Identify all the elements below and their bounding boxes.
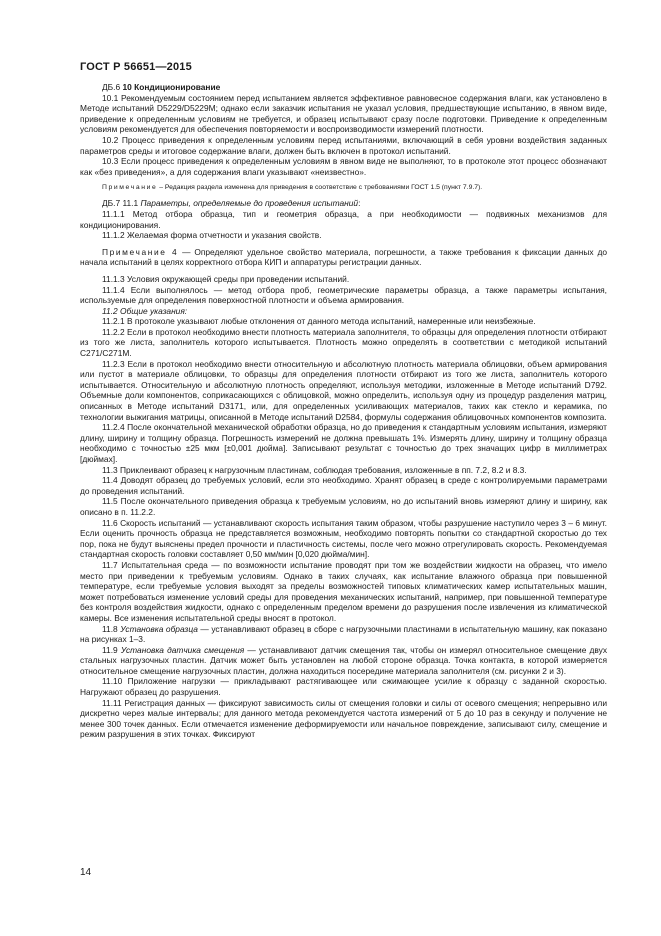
para-11-2-2: 11.2.2 Если в протокол необходимо внести плотность материала заполнителя, то образцы для определения плотности отбирают из того же листа, заполнитель которого испытывается. Плотность можно определять в соответствии с методикой испытаний C271/C271M. — [80, 326, 607, 359]
para-11-2-1: 11.2.1 В протоколе указывают любые отклонения от данного метода испытаний, намеренные или неизбежные. — [102, 316, 536, 327]
note-editorial-text: – Редакция раздела изменена для приведения в соответствие с требованиями ГОСТ 1.5 (пункт 7.9.7). — [157, 184, 483, 192]
para-11-4: 11.4 Доводят образец до требуемых условий, если это необходимо. Хранят образец в среде с контролируемыми параметрами до проведения испытаний. — [80, 475, 607, 496]
para-10-1: 10.1 Рекомендуемым состоянием перед испытанием является эффективное равновесное содержания влаги, как установлено в Методе испытаний D5229/D5229M; однако если заказчик испытания не указал условия, предшествующие испытанию, в явном виде, приведение к определенным условиям не требуется, и образец испытывают сразу после подготовки. Приведение к определенным условиям рекомендуется для обеспечения повторяемости и воспроизводимости измерений плотности. — [80, 92, 607, 135]
para-11-5: 11.5 После окончательного приведения образца к требуемым условиям, но до испытаний вновь измеряют длину и ширину, как описано в п. 11.2.2. — [80, 496, 607, 517]
para-11-9-title: Установка датчика смещения — [120, 644, 245, 655]
para-11-8-number: 11.8 — [102, 623, 121, 634]
page-number: 14 — [80, 867, 92, 878]
para-11-7: 11.7 Испытательная среда — по возможности испытание проводят при том же воздействии жидкости на образец, что имело место при приведении к требуемым условиям. Однако в таких случаях, как испытание влажного образца при повышенной температуре, если требуемые условия выходят за пределы возможностей типовых климатических камер испытательных машин, может потребоваться изменение условий среды для проведения механических испытаний, например, при повышенной температуре без контроля воздействия жидкости, однако с определенным пределом времени до разрушения после извлечения из климатической камеры. Все изменения испытательной среды вносят в протокол. — [80, 559, 607, 623]
para-11-1-1: 11.1.1 Метод отбора образца, тип и геометрия образца, а при необходимости — подвижных механизмов для кондиционирования. — [80, 208, 607, 230]
section-db7-number: ДБ.7 11.1 — [102, 198, 141, 209]
para-11-1-4: 11.1.4 Если выполнялось — метод отбора проб, геометрические параметры образца, а также параметры испытания, используемые для определения поверхностной плотности и объема армирования. — [80, 284, 607, 306]
para-11-2: 11.2 Общие указания: — [102, 305, 188, 316]
para-11-2-3: 11.2.3 Если в протокол необходимо внести относительную и абсолютную плотность материала облицовки, объем армирования или пустот в материале облицовки, то образцы для определения плотности отбирают из того же листа, заполнитель которого испытывается. Относительную и абсолютную плотность определяют, используя методики, изложенные в Методе испытаний D792. Объемные доли компонентов, соприкасающихся с облицовкой, можно определить, используя одну из процедур разделения матриц, описанных в Методе испытаний D3171, или, для определенных усиливающих материалов, таких как стекло и керамика, по технологии выжигания матрицы, описанной в Методе испытаний D2584, формулы содержания облицовочных компонентов композита. — [80, 358, 607, 422]
para-11-1-3: 11.1.3 Условия окружающей среды при проведении испытаний. — [102, 273, 350, 284]
running-header: ГОСТ Р 56651—2015 — [80, 61, 192, 73]
note-editorial-label: Примечание — [102, 184, 158, 192]
para-11-9 — [80, 645, 607, 677]
para-11-3: 11.3 Приклеивают образец к нагрузочным пластинам, соблюдая требования, изложенные в пп. 7.2, 8.2 и 8.3. — [102, 464, 527, 475]
para-11-8-title: Установка образца — [120, 623, 198, 634]
section-db6-title: 10 Кондиционирование — [122, 82, 221, 92]
note-4-label: Примечание 4 — [102, 246, 179, 257]
para-11-8-text: — устанавливают образец в сборе с нагрузочными пластинами в испытательную машину, как показано на рисунках 1–3. — [80, 623, 607, 645]
section-db7-colon: : — [358, 198, 361, 209]
para-11-2-4: 11.2.4 После окончательной механической обработки образца, но до приведения к стандартным условиям испытания, измеряют длину, ширину и толщину образца. Погрешность измерений не должна превышать 1%. Измерять длину, ширину и толщину образца необходимо с точностью ±25 мкм [±0,001 дюйма]. Записывают результат с точностью до трех значащих цифр в миллиметрах [дюймах]. — [80, 422, 607, 464]
note-editorial — [80, 183, 607, 192]
section-db6-number: ДБ.6 — [102, 82, 123, 92]
para-11-11: 11.11 Регистрация данных — фиксируют зависимость силы от смещения головки и силы от осевого смещения; непрерывно или дискретно через малые интервалы; для данного метода рекомендуется частота измерений от 5 до 10 раз в секунду и получение не менее 300 точек данных. Если отмечается изменение деформируемости или начальное повреждение, записывают силу, смещение и режим разрушения в этих точках. Фиксируют — [80, 697, 607, 740]
page-body — [80, 82, 607, 740]
para-11-8 — [80, 624, 607, 645]
section-db7-heading — [80, 198, 607, 209]
section-db6-heading — [80, 82, 607, 93]
note-4 — [80, 247, 607, 268]
para-11-9-number: 11.9 — [102, 644, 121, 655]
para-11-10: 11.10 Приложение нагрузки — прикладывают растягивающее или сжимающее усилие к образцу с заданной скоростью. Нагружают образец до разрушения. — [80, 676, 607, 698]
para-10-3: 10.3 Если процесс приведения к определенным условиям в явном виде не выполняют, то в протоколе этот процесс обозначают как «без приведения», а для содержания влаги указывают «неизвестно». — [80, 156, 607, 177]
para-10-2: 10.2 Процесс приведения к определенным условиям перед испытаниями, включающий в себя уровни воздействия заданных параметров среды и итоговое содержание влаги, должен быть включен в протокол испытаний. — [80, 134, 607, 156]
para-11-6: 11.6 Скорость испытаний — устанавливают скорость испытания таким образом, чтобы разрушение наступило через 3 – 6 минут. Если оценить прочность образца не представляется возможным, необходимо повторять попытки со стандартной скоростью до тех пор, пока не будут выяснены предел прочности и пластичность системы, после чего можно отрегулировать скорость. Рекомендуемая стандартная скорость головки составляет 0,50 мм/мин [0,020 дюйма/мин]. — [80, 517, 607, 560]
section-db7-title: Параметры, определяемые до проведения испытаний — [140, 198, 359, 209]
note-4-text: — Определяют удельное свойство материала, погрешности, а также требования к фиксации данных до начала испытаний в целях корректного отбора КИП и аппаратуры регистрации данных. — [80, 246, 607, 268]
para-11-9-text: — устанавливают датчик смещения так, чтобы он измерял относительное смещение двух стальных нагрузочных пластин. Датчик может быть установлен на любой стороне образца. Точка контакта, в которой измеряется относительное смещение нагрузочных пластин, должна находиться посередине материала заполнителя (см. рисунки 2 и 3). — [80, 644, 608, 676]
para-11-1-2: 11.1.2 Желаемая форма отчетности и указания свойств. — [102, 230, 322, 241]
